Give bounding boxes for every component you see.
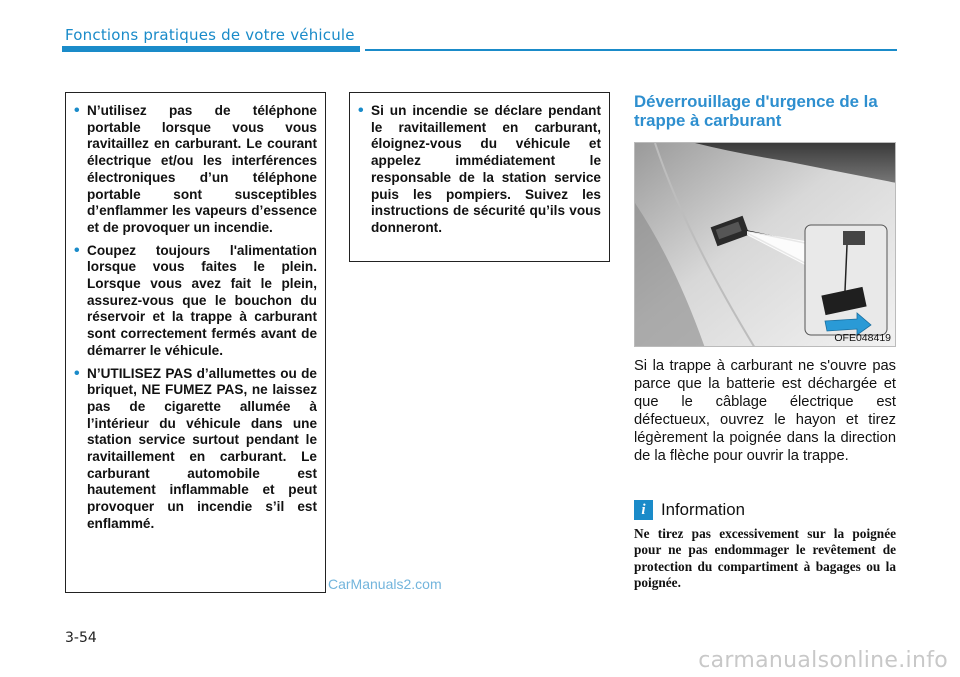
info-icon: i [634, 500, 653, 520]
warning-list-left [74, 103, 317, 533]
header-rule-thick [62, 46, 360, 52]
trunk-interior-illustration [635, 143, 896, 347]
figure-code: OFE048419 [834, 332, 891, 344]
warning-item: • Si un incendie se déclare pendant le ravitaillement en carburant, éloignez-vous du véhicule et appelez immédiatement le responsable de la station service puis les pompiers. Suivez les instructions de sécurité qu’ils vous donneront. [358, 103, 601, 237]
zoom-inset [805, 225, 887, 335]
warning-item: • N’utilisez pas de téléphone portable lorsque vous vous ravitaillez en carburant. Le courant électrique et/ou les interférences électroniques d’un téléphone portable sont susceptibles d’enflammer les vapeurs d’essence et de provoquer un incendie. [74, 103, 317, 237]
header-title: Fonctions pratiques de votre véhicule [65, 26, 355, 44]
warning-box-left [65, 92, 326, 593]
figure-fuel-door-release [634, 142, 896, 347]
warning-box-middle [349, 92, 610, 262]
footer-watermark: carmanualsonline.info [698, 648, 948, 673]
warning-list-middle [358, 103, 601, 237]
header-rule-thin [365, 49, 897, 51]
warning-item: • N’UTILISEZ PAS d’allumettes ou de briquet, NE FUMEZ PAS, ne laissez pas de cigarette allumée à l’intérieur du véhicule dans une station service surtout pendant le ravitaillement en carburant. Le carburant automobile est hautement inflammable et peut provoquer un incendie s’il est enflammé. [74, 366, 317, 533]
watermark: CarManuals2.com [328, 576, 442, 592]
warning-item: • Coupez toujours l'alimentation lorsque vous faites le plein. Lorsque vous avez fait le plein, assurez-vous que le bouchon du réservoir et la trappe à carburant sont correctement fermés avant de démarrer le véhicule. [74, 243, 317, 360]
section-title: Déverrouillage d'urgence de la trappe à carburant [634, 92, 878, 130]
section-body: Si la trappe à carburant ne s'ouvre pas parce que la batterie est déchargée et que le câblage électrique est défectueux, ouvrez le hayon et tirez légèrement la poignée dans la direction de la flèche pour ouvrir la trappe. [634, 358, 896, 464]
info-text: Ne tirez pas excessivement sur la poignée pour ne pas endommager le revêtement de protection du compartiment à bagages ou la poignée. [634, 526, 896, 591]
info-title: Information [661, 500, 745, 519]
page-number: 3-54 [65, 630, 97, 646]
